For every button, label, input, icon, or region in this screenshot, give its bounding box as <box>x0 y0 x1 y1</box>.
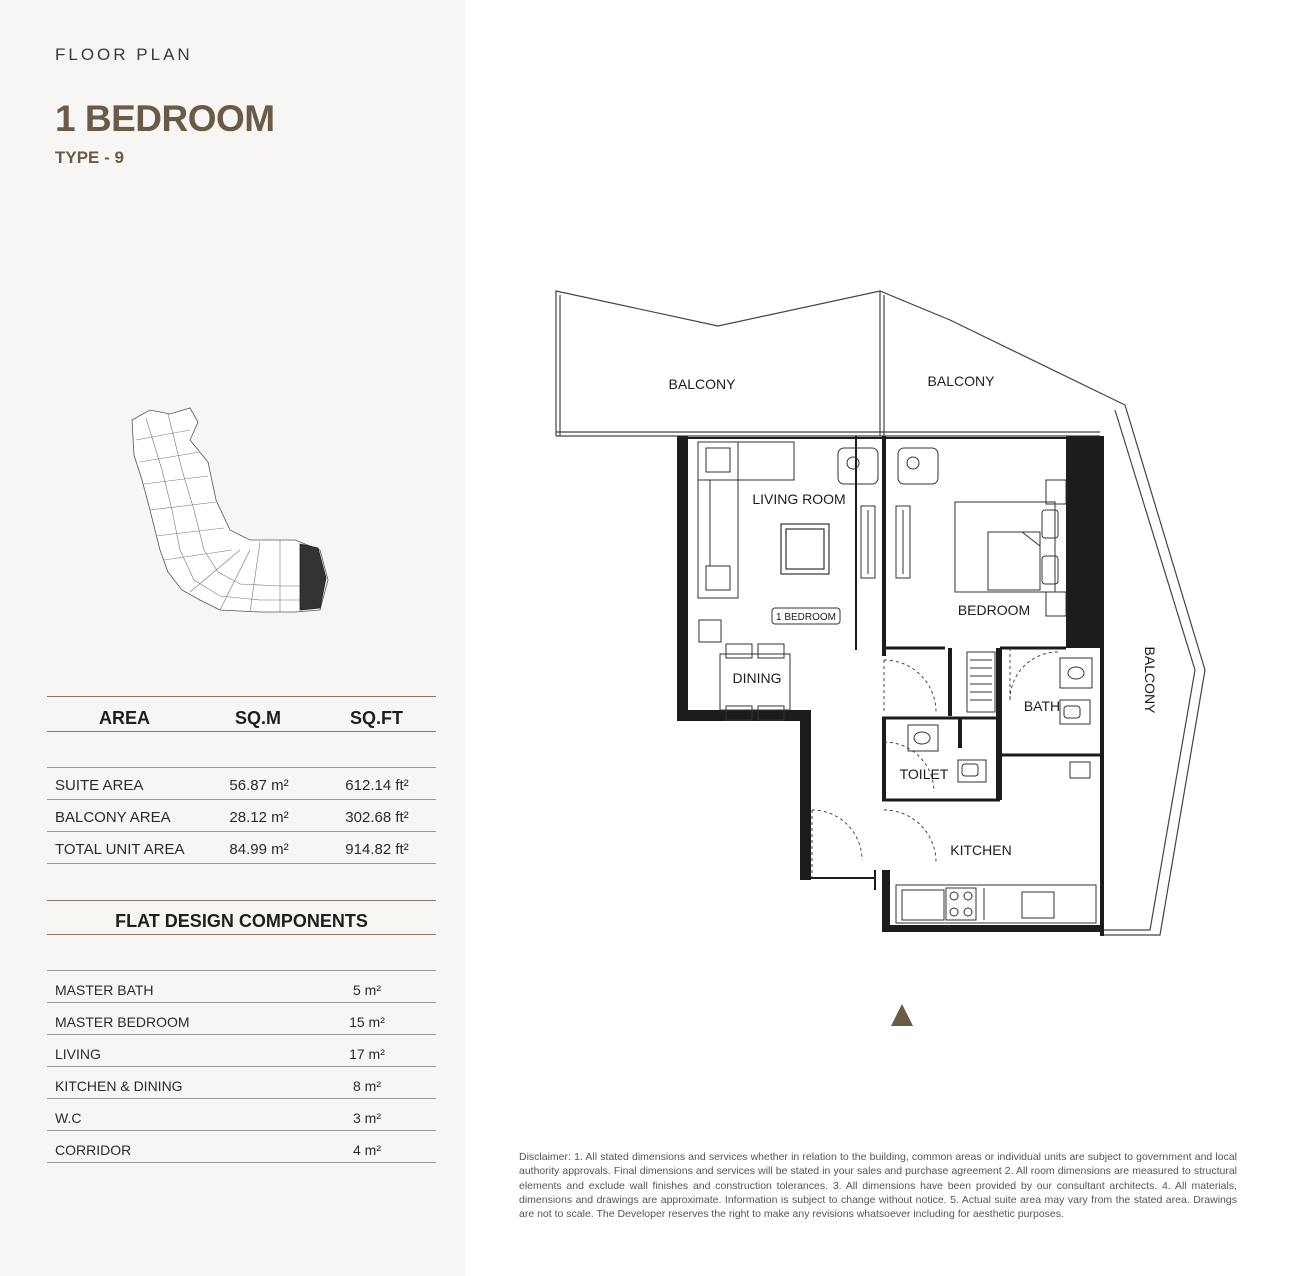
area-column-header: AREA <box>99 708 151 728</box>
table-cell-sqm: 28.12 m² <box>229 809 289 826</box>
door-swing <box>812 648 1061 878</box>
bath-label: BATH <box>1023 698 1061 714</box>
sqm-column-header: SQ.M <box>235 708 282 728</box>
list-item-label: MASTER BEDROOM <box>55 1014 190 1030</box>
balcony-label: BALCONY <box>1142 646 1158 714</box>
table-row-label: SUITE AREA <box>55 777 144 794</box>
components-heading: FLAT DESIGN COMPONENTS <box>115 911 368 931</box>
table-row-label: BALCONY AREA <box>55 809 171 826</box>
table-cell-sqft: 612.14 ft² <box>345 777 409 794</box>
list-item-value: 8 m² <box>353 1078 381 1094</box>
unit-type: TYPE - 9 <box>55 148 124 167</box>
list-item-value: 15 m² <box>349 1014 385 1030</box>
eyebrow-label: FLOOR PLAN <box>55 45 193 64</box>
kitchen-label: KITCHEN <box>950 842 1012 858</box>
armchair <box>838 448 938 484</box>
table-cell-sqm: 56.87 m² <box>229 777 289 794</box>
bedroom-label: BEDROOM <box>957 602 1031 618</box>
table-row-label: TOTAL UNIT AREA <box>55 841 185 858</box>
balcony-outline <box>556 291 1205 935</box>
living-room-label: LIVING ROOM <box>752 491 846 507</box>
list-item-value: 4 m² <box>353 1142 381 1158</box>
wall-outline <box>688 436 1066 890</box>
closet <box>967 652 995 712</box>
list-item-value: 5 m² <box>353 982 381 998</box>
dining-label: DINING <box>732 670 782 686</box>
list-item-label: LIVING <box>55 1046 101 1062</box>
key-plan-image <box>120 400 340 620</box>
small-cabinet <box>699 620 721 642</box>
sofa <box>698 442 794 598</box>
list-item-value: 3 m² <box>353 1110 381 1126</box>
table-cell-sqft: 914.82 ft² <box>345 841 409 858</box>
wall <box>677 436 1104 936</box>
page-title: 1 BEDROOM <box>55 98 275 139</box>
unit-tag: 1 BEDROOM <box>775 612 837 623</box>
north-arrow-icon <box>891 1004 913 1026</box>
disclaimer-text: Disclaimer: 1. All stated dimensions and services whether in relation to the building, common areas or individual units are subject to government and local authority approvals. Final dimensions and services will be stated in your sales and purchase agreement 2. All room dimensions are measured to structural elements and exclude wall finishes and construction tolerances. 3. All dimensions have been provided by our consultant architects. 4. All materials, dimensions and drawings are approximate. Information is subject to change without notice. 5. Actual suite area may vary from the stated area. Drawings are not to scale. The Developer reserves the right to make any revisions whatsoever including for aesthetic purposes. <box>519 1151 1237 1221</box>
floor-plan-drawing <box>470 270 1270 1030</box>
table-cell-sqft: 302.68 ft² <box>345 809 409 826</box>
list-item-label: CORRIDOR <box>55 1142 132 1158</box>
list-item-value: 17 m² <box>349 1046 385 1062</box>
bed <box>955 480 1066 616</box>
table-cell-sqm: 84.99 m² <box>229 841 289 858</box>
sqft-column-header: SQ.FT <box>350 708 403 728</box>
list-item-label: W.C <box>55 1110 82 1126</box>
balcony-label: BALCONY <box>668 376 736 392</box>
list-item-label: KITCHEN & DINING <box>55 1078 183 1094</box>
components-table <box>47 900 436 1166</box>
info-panel <box>0 0 465 1276</box>
kitchen-counter <box>896 885 1096 923</box>
toilet-label: TOILET <box>899 766 949 782</box>
area-table <box>47 696 436 866</box>
list-item-label: MASTER BATH <box>55 982 154 998</box>
coffee-table <box>781 524 829 574</box>
balcony-label: BALCONY <box>927 373 995 389</box>
